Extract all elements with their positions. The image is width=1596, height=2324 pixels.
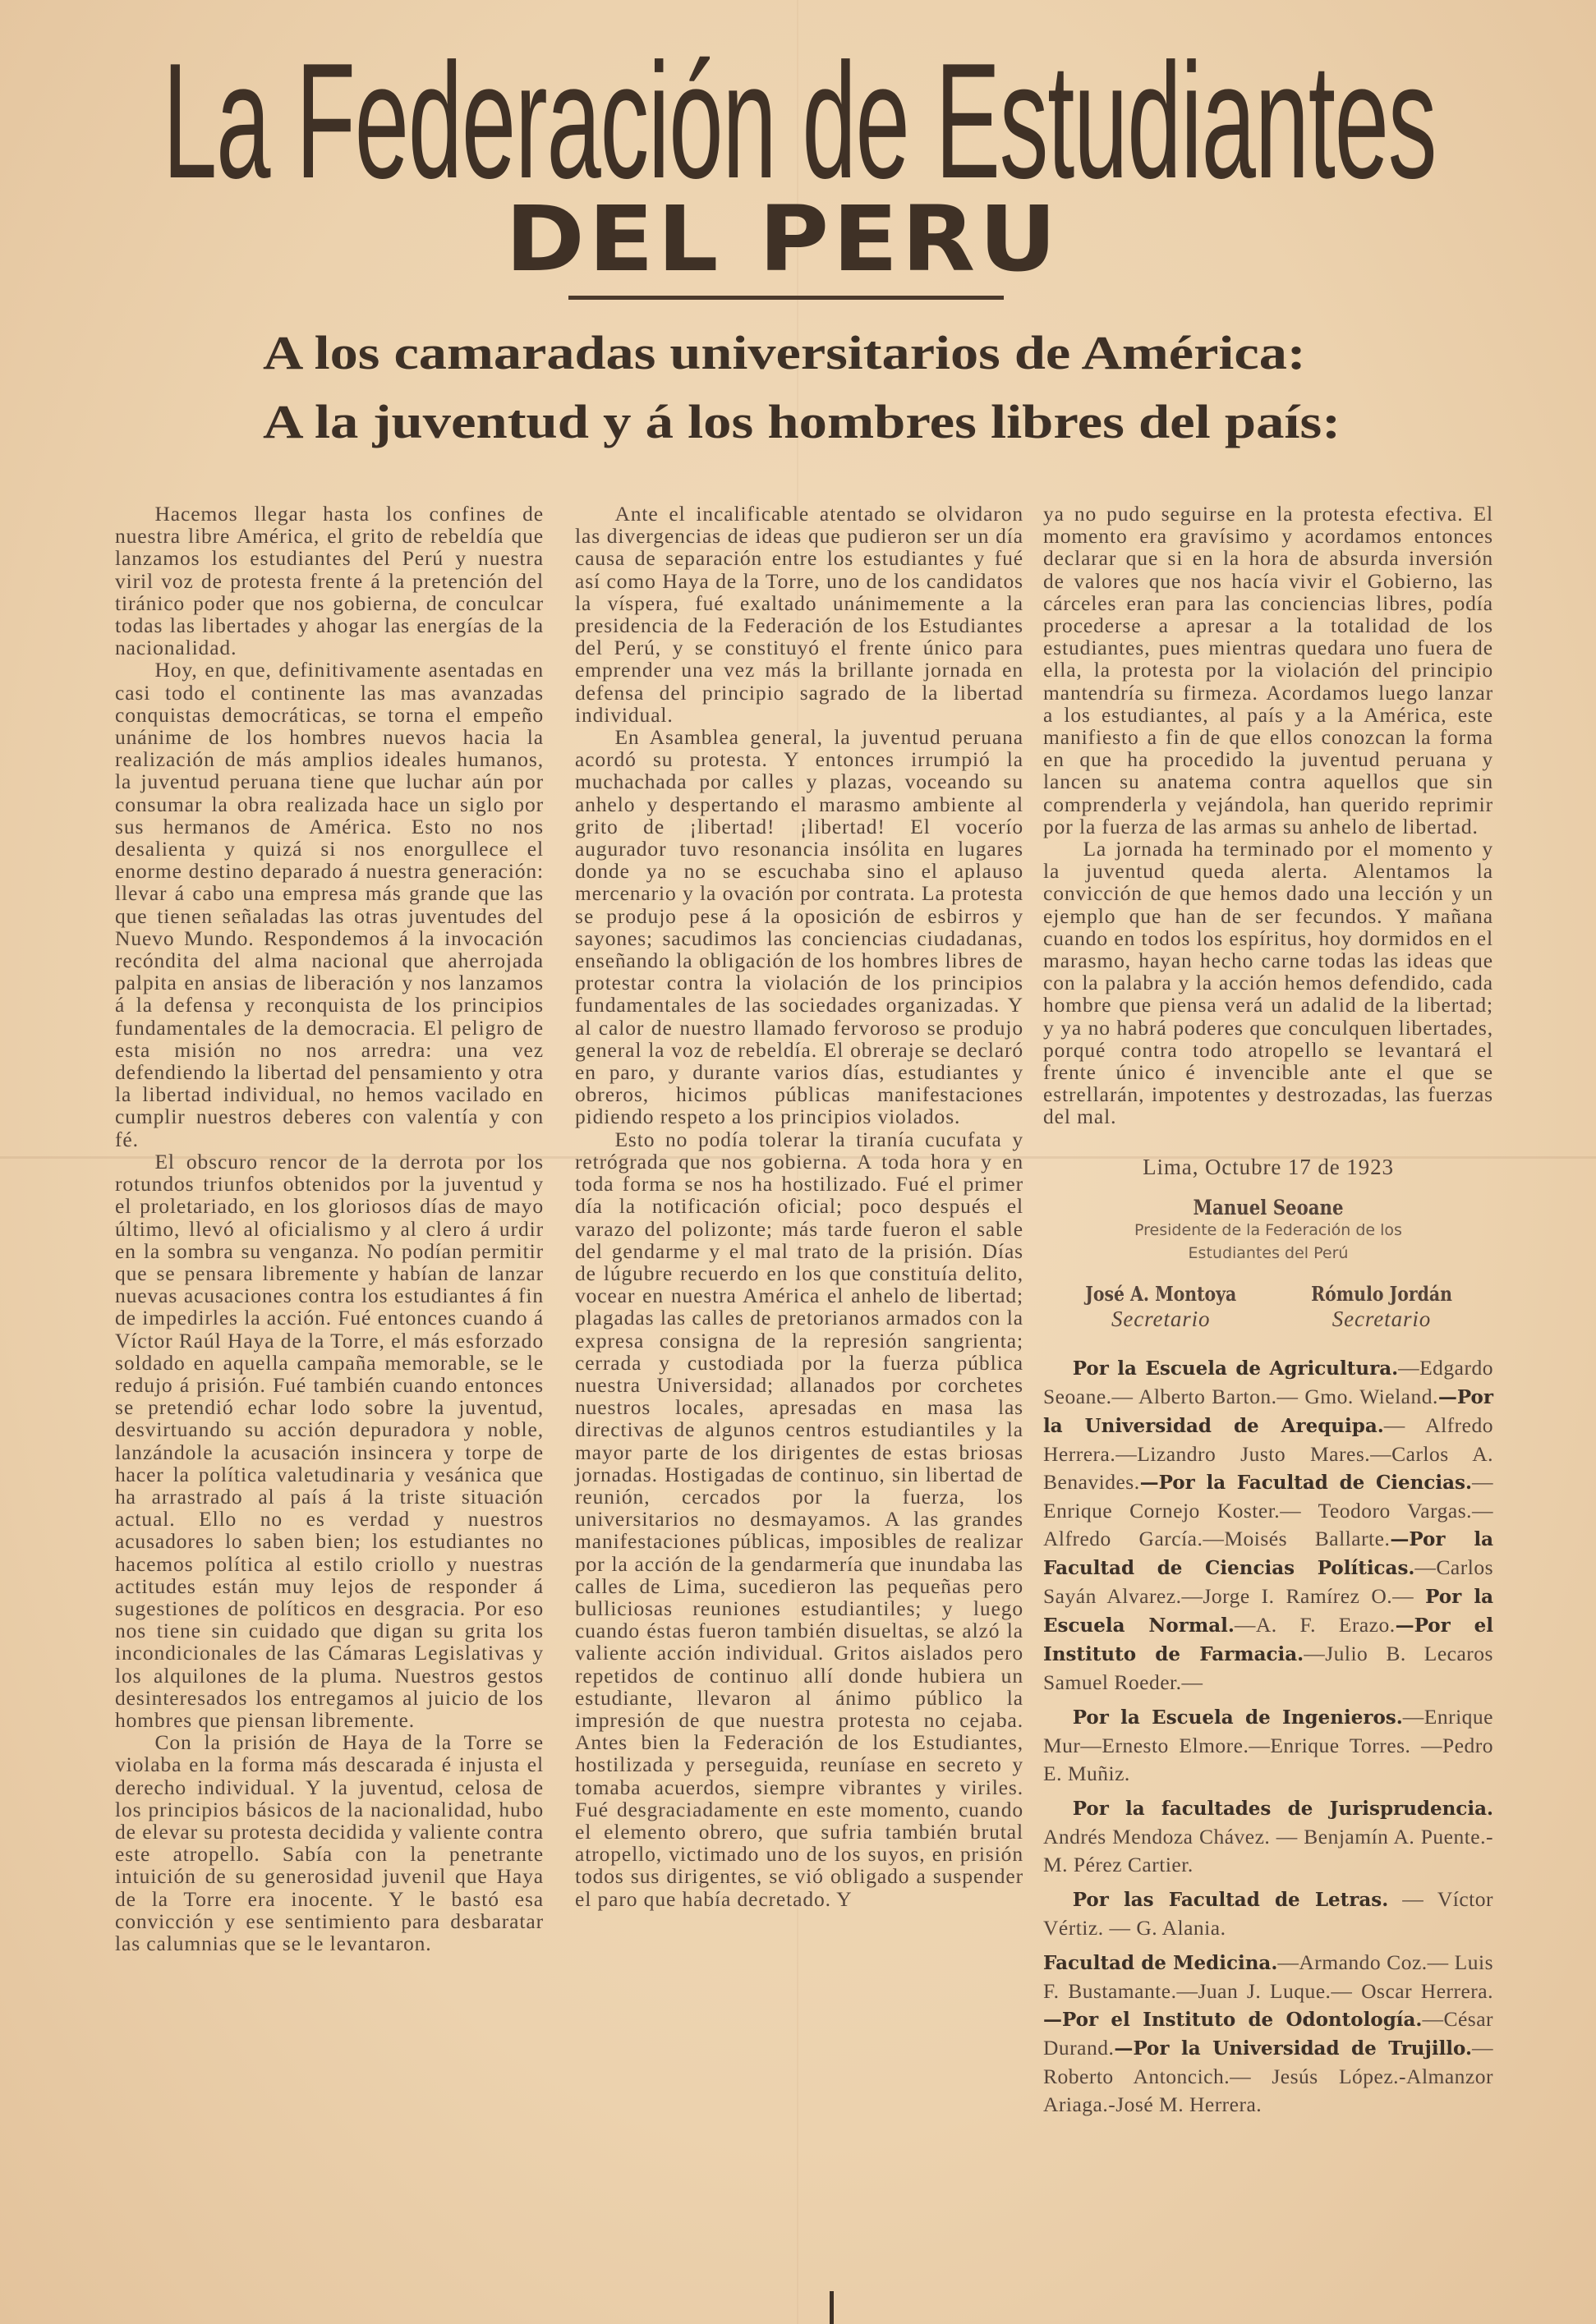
column-2 [575,503,1023,1910]
signatory-names: Andrés Mendoza Chávez. — Benjamín A. Puente.-M. Pérez Cartier. [1043,1824,1493,1876]
institution-name: —Por la Universidad de Trujillo. [1114,2037,1472,2060]
paragraph: La jornada ha terminado por el momento y la juventud queda alerta. Alentamos la convicción de que hemos dado una lección y un ejemplo que han de ser fecundos. Y mañana cuando en todos los espíritus, hoy dormidos en el marasmo, hayan hecho carne todas las ideas que con la palabra y la acción hemos defendido, cada hombre que piensa verá un adalid de la libertad; y ya no habrá poderes que conculquen libertades, porqué contra todo atropello se levantará el frente único é invencible ante el que se estrellarán, impotentes y destrozadas, las fuerzas del mal. [1043,837,1493,1129]
column-1 [115,503,544,1954]
paragraph: El obscuro rencor de la derrota por los rotundos triunfos obtenidos por la juventud y el proletariado, en los gloriosos días de mayo último, llevó al oficialismo y al clero á urdir en la sombra su venganza. No podían permitir que se pensara libremente y habían de lanzar nuevas acusaciones contra los estudiantes á fin de impedirles la acción. Fué entonces cuando á Víctor Raúl Haya de la Torre, el más esforzado soldado en aquella campaña memorable, se le redujo á prisión. Fué también cuando entonces se pretendió echar lodo sobre la juventud, desvirtuando su acción depuradora y noble, lanzándole la acusación insincera y torpe de hacer la política valetudinaria y vesánica que ha arrastrado al país á la triste situación actual. Ello no es verdad y nuestros acusadores lo saben bien; los estudiantes no hacemos política al estilo criollo y nuestras actitudes están muy lejos de responder á sugestiones de políticos en desgracia. Por eso nos tiene sin cuidado que digan su grita los incondicionales de las Cámaras Legislativas y los alquilones de la pluma. Nuestros gestos desinteresados los entregamos al juicio de los hombres que piensan libremente. [115,1149,544,1732]
signatory-names: —A. F. Erazo. [1234,1612,1396,1637]
signatory-paragraph [1043,1949,1493,2119]
masthead-subtitle: DEL PERU [505,186,1060,292]
institution-name: —Por el Instituto de Farmacia. [1043,1614,1494,1665]
president-role: Estudiantes del Perú [1188,1244,1349,1263]
paragraph: Hacemos llegar hasta los confines de nuestra libre América, el grito de rebeldía que lanzamos los estudiantes del Perú y nuestra viril voz de protesta frente á la pretención del tiránico poder que nos gobierna, de conculcar todas las libertades y ahogar las energías de la nacionalidad. [115,502,544,660]
institution-name: Por la facultades de Jurisprudencia. [1072,1797,1493,1820]
print-mark [830,2291,834,2324]
secretary [1299,1283,1465,1330]
signatory-names: —Carlos Sayán Alvarez.—Jorge I. Ramírez O.— [1043,1555,1493,1608]
signatory-paragraph [1043,1885,1493,1942]
signatory-names: —Armando Coz.— Luis F. Bustamante.—Juan J. Luque.— Oscar Herrera. [1043,1950,1493,2003]
signatory-paragraph [1043,1354,1493,1697]
signatory-names: —César Durand. [1043,2006,1493,2060]
address-line-2: A la juventud y á los hombres libres del país: [263,395,1341,448]
institution-name: —Por el Instituto de Odontología. [1043,2008,1423,2031]
paragraph: Hoy, en que, definitivamente asentadas en casi todo el continente las mas avanzadas conquistas democráticas, se torna el empeño unánime de los hombres nuevos hacia la realización de más amplios ideales humanos, la juventud peruana tiene que luchar aún por consumar la obra realizada hace un siglo por sus hermanos de América. Esto no nos desalienta y quizá si nos enorgullece el enorme destino deparado á nuestra generación: llevar á cabo una empresa más grande que las que tienen señaladas las otras juventudes del Nuevo Mundo. Respondemos á la invocación recóndita del alma nacional que aherrojada palpita en ansias de liberación y nos lanzamos á la defensa y reconquista de los principios fundamentales de la democracia. El peligro de esta misión no nos arredra: una vez defendiendo la libertad del pensamiento y otra la libertad individual, no hemos vacilado en cumplir nuestros deberes con valentía y con fé. [115,658,544,1151]
signatory-names: — Alfredo Herrera.—Lizandro Justo Mares.—Carlos A. Benavides. [1043,1412,1493,1494]
paragraph: En Asamblea general, la juventud peruana acordó su protesta. Y entonces irrumpió la muchachada por calles y plazas, voceando su anhelo y despertando el marasmo ambiente al grito de ¡libertad! ¡libertad! El vocerío augurador tuvo resonancia insólita en lugares donde ya no se escuchaba sino el aplauso mercenario y la ovación por contrata. La protesta se produjo pese á la oposición de esbirros y sayones; sacudimos las conciencias ciudadanas, enseñando la obligación de los hombres libres de protestar contra la violación de los principios fundamentales de las sociedades organizadas. Y al calor de nuestro llamado fervoroso se produjo general la voz de rebeldía. El obreraje se declaró en paro, y durante varios días, estudiantes y obreros, hicimos públicas manifestaciones pidiendo respeto a los principios violados. [575,725,1023,1129]
paragraph: Ante el incalificable atentado se olvidaron las divergencias de ideas que pudieron ser un día causa de separación entre los estudiantes y fué así como Haya de la Torre, uno de los candidatos la víspera, fué exaltado unánimemente a la presidencia de la Federación de los Estudiantes del Perú, y se constituyó el frente único para emprender una vez más la brillante jornada en defensa del principio sagrado de la libertad individual. [575,502,1023,727]
paragraph: Con la prisión de Haya de la Torre se violaba en la forma más descarada é injusta el derecho individual. Y la juventud, celosa de los principios básicos de la nacionalidad, hubo de elevar su protesta decidida y valiente contra este atropello. Sabía con la penetrante intuición de su generosidad juvenil que Haya de la Torre era inocente. Y le bastó esa convicción y ese sentimiento para desbaratar las calumnias que se le levantaron. [115,1730,544,1955]
paragraph: Esto no podía tolerar la tiranía cucufata y retrógrada que nos gobierna. A toda hora y en toda forma se nos ha hostilizado. Fué el primer día la notificación oficial; poco después el varazo del polizonte; más tarde fueron el sable del gendarme y el mal trato de la prisión. Días de lúgubre recuerdo en los que constituía delito, vocear en nuestra América el anhelo de libertad; plagadas las calles de pretorianos armados con la expresa consigna de la represión sangrienta; cerrada y custodiada por la fuerza pública nuestra Universidad; allanados por corchetes nuestros locales, apresadas en masa las directivas de algunos centros estudiantiles y la mayor parte de los dirigentes de estas briosas jornadas. Hostigadas de continuo, sin libertad de reunión, cercados por la fuerza, los universitarios no desmayamos. A las grandes manifestaciones públicas, imposibles de realizar por la acción de la gendarmería que inundaba las calles de Lima, sucedieron las pequeñas pero bulliciosas reuniones estudiantiles; y luego cuando éstas fueron también disueltas, se alzó la valiente acción individual. Gritos aislados pero repetidos de continuo allí donde hubiera un estudiante, llevaron al ánimo público la impresión de que nuestra protesta no cejaba. Antes bien la Federación de los Estudiantes, hostilizada y perseguida, reuníase en secreto y tomaba acuerdos, siempre vibrantes y viriles. Fué desgraciadamente en este momento, cuando el elemento obrero, que sufria también brutal atropello, victimado uno de los suyos, en prisión todos sus dirigentes, se vió obligado a suspender el paro que había decretado. Y [575,1127,1023,1911]
signatory-names: —Roberto Antoncich.— Jesús López.-Almanzor Ariaga.-José M. Herrera. [1043,2035,1493,2116]
institution-name: —Por la Universidad de Arequipa. [1043,1385,1493,1437]
secretaries [1043,1283,1493,1330]
signatory-names: — Víctor Vértiz. — G. Alania. [1043,1886,1494,1940]
institution-name: Por la Escuela Normal. [1043,1585,1493,1637]
address-line-1: A los camaradas universitarios de América: [263,326,1306,379]
secretary-role: Secretario [1332,1307,1432,1332]
secretary-name: Rómulo Jordán [1311,1282,1452,1307]
masthead-title: La Federación de Estudiantes [163,30,1437,213]
institution-name: —Por la Facultad de Ciencias Políticas. [1043,1527,1493,1579]
institution-name: Por la Escuela de Agricultura. [1072,1357,1399,1380]
institution-name: —Por la Facultad de Ciencias. [1139,1471,1472,1494]
signatory-paragraph [1043,1703,1493,1788]
column-3 [1043,503,1493,2125]
secretary-role: Secretario [1111,1307,1211,1332]
signatories-list [1043,1354,1493,2119]
institution-name: Facultad de Medicina. [1043,1951,1278,1974]
institution-name: Por la Escuela de Ingenieros. [1072,1706,1403,1729]
dateline: Lima, Octubre 17 de 1923 [1143,1154,1394,1179]
institution-name: Por las Facultad de Letras. [1072,1888,1389,1911]
title-rule [568,296,1004,300]
secretary [1072,1283,1249,1330]
signatory-names: —Edgardo Seoane.— Alberto Barton.— Gmo. Wieland. [1043,1355,1493,1408]
secretary-name: José A. Montoya [1085,1282,1237,1307]
president-role: Presidente de la Federación de los [1134,1221,1402,1240]
signatory-names: — Enrique Cornejo Koster.— Teodoro Vargas.— Alfredo García.—Moisés Ballarte. [1043,1469,1493,1550]
signatory-names: —Julio B. Lecaros Samuel Roeder.— [1043,1641,1493,1694]
signatory-names: —Enrique Mur—Ernesto Elmore.—Enrique Torres. —Pedro E. Muñiz. [1043,1704,1493,1785]
president-name: Manuel Seoane [1193,1195,1344,1219]
signatory-paragraph [1043,1794,1493,1879]
paragraph: ya no pudo seguirse en la protesta efectiva. El momento era gravísimo y acordamos entonces declarar que si en la hora de absurda inversión de valores que nos hacía vivir el Gobierno, las cárceles eran para las conciencias libres, podía procederse a apresar a la totalidad de los estudiantes, pues mientras quedara uno fuera de ella, la protesta por la violación del principio mantendría su firmeza. Acordamos luego lanzar a los estudiantes, al país y a la América, este manifiesto a fin de que ellos conozcan la forma en que ha procedido la juventud peruana y lancen su anatema contra aquellos que sin comprenderla y vejándola, han querido reprimir por la fuerza de las armas su anhelo de libertad. [1043,502,1493,838]
